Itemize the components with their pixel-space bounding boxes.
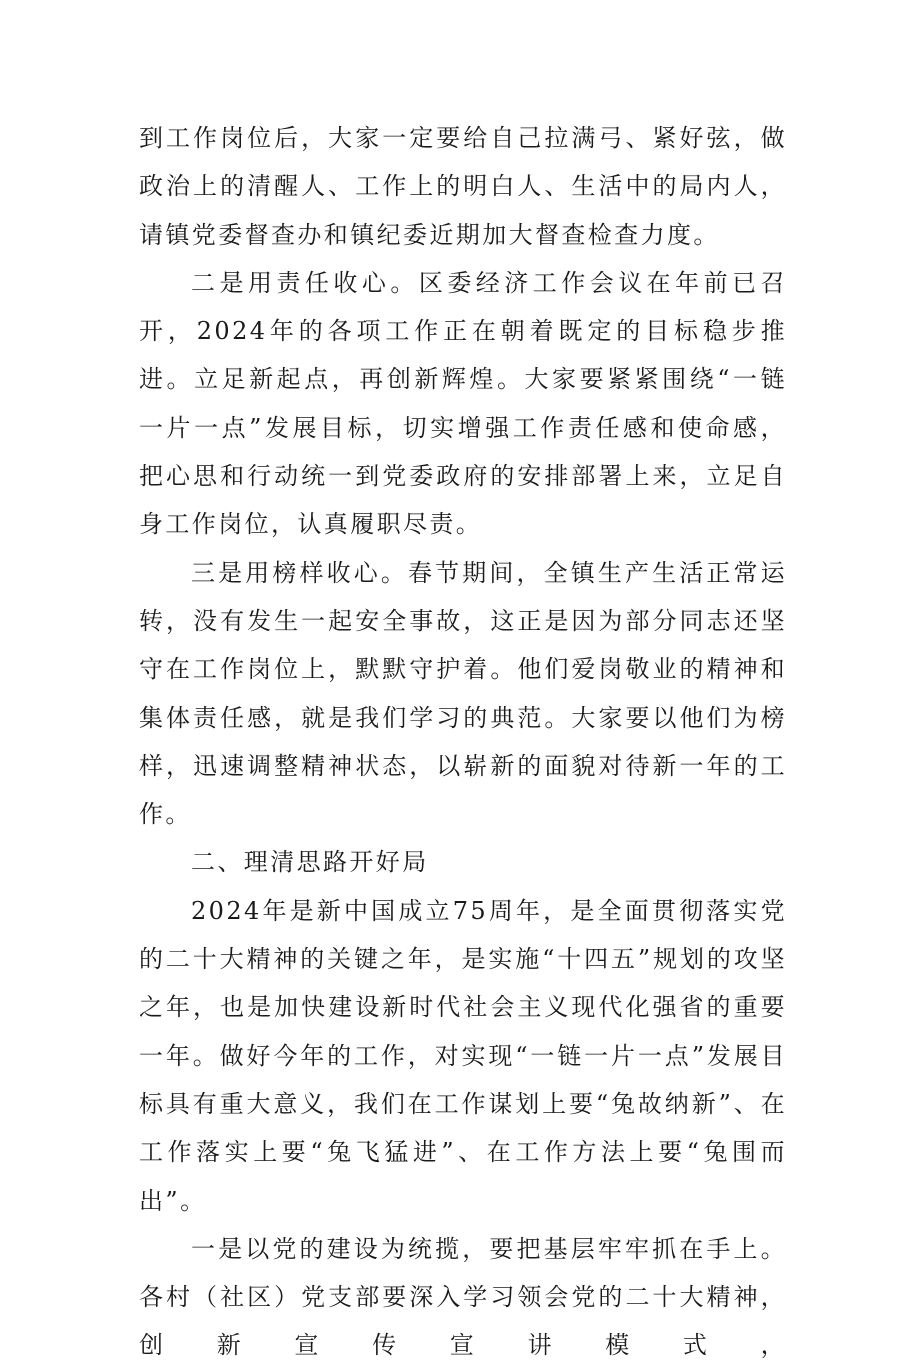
document-body [139, 114, 787, 1370]
paragraph-point-one-party-building: 一是以党的建设为统揽，要把基层牢牢抓在手上。各村（社区）党支部要深入学习领会党的二十大精神，创新宣传宣讲模式， [139, 1234, 787, 1360]
paragraph-point-three-role-model: 三是用榜样收心。春节期间，全镇生产生活正常运转，没有发生一起安全事故，这正是因为部分同志还坚守在工作岗位上，默默守护着。他们爱岗敬业的精神和集体责任感，就是我们学习的典范。大家要以他们为榜样，迅速调整精神状态，以崭新的面貌对待新一年的工作。 [139, 558, 787, 829]
paragraph-point-two-responsibility: 二是用责任收心。区委经济工作会议在年前已召开，2024年的各项工作正在朝着既定的目标稳步推进。立足新起点，再创新辉煌。大家要紧紧围绕“一链一片一点”发展目标，切实增强工作责任感和使命感，把心思和行动统一到党委政府的安排部署上来，立足自身工作岗位，认真履职尽责。 [139, 268, 787, 539]
paragraph-continuation: 到工作岗位后，大家一定要给自己拉满弓、紧好弦，做政治上的清醒人、工作上的明白人、生活中的局内人，请镇党委督查办和镇纪委近期加大督查检查力度。 [139, 124, 787, 249]
section-heading: 二、理清思路开好局 [191, 848, 429, 877]
paragraph-section-two-intro: 2024年是新中国成立75周年，是全面贯彻落实党的二十大精神的关键之年，是实施“十四五”规划的攻坚之年，也是加快建设新时代社会主义现代化强省的重要一年。做好今年的工作，对实现“一链一片一点”发展目标具有重大意义，我们在工作谋划上要“兔故纳新”、在工作落实上要“兔飞猛进”、在工作方法上要“兔围而出”。 [139, 896, 787, 1215]
